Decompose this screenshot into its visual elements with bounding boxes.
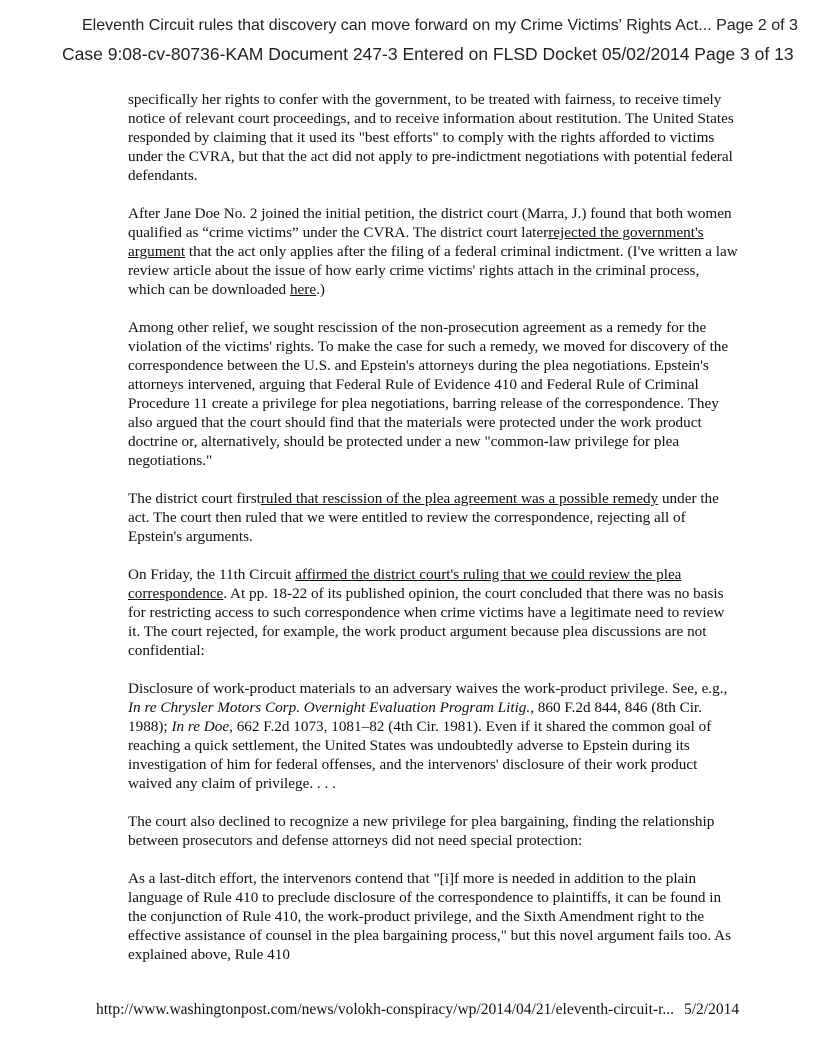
text: The district court first [128,490,261,507]
text: that the act only applies after the filing of a federal criminal indictment. (I've written a law review article about the issue of how early crime victims' rights attach in the criminal process, which can be downloaded [128,243,738,298]
paragraph [128,204,738,299]
footer-date: 5/2/2014 [684,1001,740,1018]
paragraph: Among other relief, we sought rescission of the non-prosecution agreement as a remedy for the violation of the victims' rights. To make the case for such a remedy, we moved for discovery of the correspondence between the U.S. and Epstein's attorneys during the plea negotiations. Epstein's attorneys intervened, arguing that Federal Rule of Evidence 410 and Federal Rule of Criminal Procedure 11 create a privilege for plea negotiations, barring release of the correspondence. They also argued that the court should find that the materials were protected under the work product doctrine or, alternatively, should be protected under a new "common-law privilege for plea negotiations." [128,319,729,469]
link-rejected-argument[interactable]: rejected the government's argument [128,224,704,260]
text: Disclosure of work-product materials to an adversary waives the work-product privilege. See, e.g., [128,680,728,697]
paragraph [128,565,738,660]
quote [128,679,738,793]
footer-url: http://www.washingtonpost.com/news/volokh-conspiracy/wp/2014/04/21/eleventh-circuit-r... [96,1001,674,1018]
case-citation: In re Chrysler Motors Corp. Overnight Evaluation Program Litig. [128,699,531,716]
web-page-title-header: Eleventh Circuit rules that discovery can move forward on my Crime Victims' Rights Act... Page 2 of 3 [82,17,798,34]
text: , 662 F.2d 1073, 1081–82 (4th Cir. 1981). Even if it shared the common goal of reaching a quick settlement, the United States was undoubtedly adverse to Epstein during its investigation of him for federal offenses, and the intervenors' disclosure of their work product waived any claim of privilege. . . . [128,718,712,792]
quote: As a last-ditch effort, the intervenors contend that "[i]f more is needed in addition to the plain language of Rule 410 to preclude disclosure of the correspondence to plaintiffs, it can be found in the conjunction of Rule 410, the work-product privilege, and the Sixth Amendment right to the effective assistance of counsel in the plea bargaining process," but this novel argument fails too. As explained above, Rule 410 [128,870,732,963]
link-here[interactable]: here [289,281,317,298]
text: On Friday, the 11th Circuit [128,566,296,583]
paragraph [128,489,738,546]
text: , 860 F.2d 844, 846 (8th Cir. 1988); [128,699,702,735]
paragraph: The court also declined to recognize a new privilege for plea bargaining, finding the relationship between prosecutors and defense attorneys did not need special protection: [128,813,715,849]
case-stamp-header: Case 9:08-cv-80736-KAM Document 247-3 Entered on FLSD Docket 05/02/2014 Page 3 of 13 [62,44,794,64]
footer [96,1001,739,1019]
link-rescission-remedy[interactable]: ruled that rescission of the plea agreement was a possible remedy [260,490,659,507]
text: .) [316,281,325,298]
text: After Jane Doe No. 2 joined the initial petition, the district court (Marra, J.) found that both women qualified as “crime victims” under the CVRA. The district court later [128,205,732,241]
article-body [128,90,738,983]
paragraph: specifically her rights to confer with the government, to be treated with fairness, to receive timely notice of relevant court proceedings, and to receive information about restitution. The United States responded by claiming that it used its "best efforts" to comply with the rights afforded to victims under the CVRA, but that the act did not apply to pre-indictment negotiations with potential federal defendants. [128,91,734,184]
text: . At pp. 18-22 of its published opinion, the court concluded that there was no basis for restricting access to such correspondence when crime victims have a legitimate need to review it. The court rejected, for example, the work product argument because plea discussions are not confidential: [128,585,725,659]
text: under the act. The court then ruled that we were entitled to review the correspondence, rejecting all of Epstein's arguments. [128,490,719,545]
link-affirmed-ruling[interactable]: affirmed the district court's ruling that we could review the plea correspondence [128,566,682,602]
case-citation: In re Doe [171,718,230,735]
